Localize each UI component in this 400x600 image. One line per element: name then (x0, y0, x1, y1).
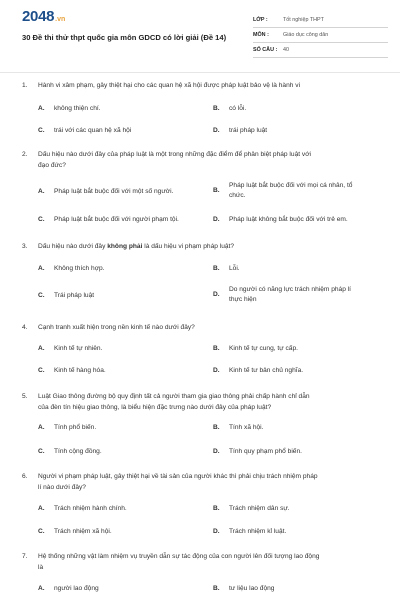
option-letter: A. (38, 345, 45, 352)
question-text (38, 391, 383, 413)
question-line: Luật Giao thông đường bộ quy định tất cả người tham gia giao thông phải chấp hành chỉ dẫn (38, 393, 310, 400)
option-letter: D. (213, 127, 220, 134)
option-text-line: Pháp luật bắt buộc đối với mọi cá nhân, tổ (229, 182, 353, 189)
question-text (38, 80, 383, 91)
option-text: Kinh tế tự nhiên. (54, 345, 103, 352)
option-text-line: chức. (229, 192, 246, 199)
meta-value: 40 (283, 47, 289, 53)
question-line: Cạnh tranh xuất hiện trong nền kinh tế nào dưới đây? (38, 324, 195, 331)
question-text (38, 471, 383, 493)
option-text: Kinh tế tư bản chủ nghĩa. (229, 367, 304, 374)
site-logo[interactable] (22, 8, 65, 24)
question-number: 1. (22, 82, 28, 89)
question-text (38, 322, 383, 333)
option-text: Tính quy phạm phổ biến. (229, 448, 302, 455)
option-letter: D. (213, 448, 220, 455)
question-number: 4. (22, 324, 28, 331)
option-text: Lỗi. (229, 265, 240, 272)
meta-row-count (253, 43, 388, 58)
option-letter: B. (213, 105, 220, 112)
option-text: Không thích hợp. (54, 265, 105, 272)
meta-key: LỚP : (253, 17, 268, 23)
question-line: là (38, 564, 44, 571)
question-text (38, 149, 383, 171)
question-number: 5. (22, 393, 28, 400)
option-letter: A. (38, 105, 45, 112)
document-meta (253, 13, 388, 58)
logo-domain: .vn (55, 16, 66, 23)
option-text: Trách nhiệm dân sự. (229, 505, 290, 512)
option-letter: B. (213, 424, 220, 431)
option-letter: C. (38, 292, 45, 299)
option-text (229, 181, 352, 201)
option-letter: A. (38, 265, 45, 272)
option-letter: B. (213, 345, 220, 352)
option-text: Kinh tế tự cung, tự cấp. (229, 345, 298, 352)
question-number: 3. (22, 243, 28, 250)
option-text: Kinh tế hàng hóa. (54, 367, 106, 374)
option-text: Trách nhiệm hành chính. (54, 505, 127, 512)
meta-row-subject (253, 28, 388, 43)
option-text: không thiện chí. (54, 105, 101, 112)
option-text (229, 285, 351, 305)
option-letter: C. (38, 127, 45, 134)
option-text-line: thực hiện (229, 296, 257, 303)
meta-value: Giáo dục công dân (283, 32, 329, 38)
question-line: của đèn tín hiệu giao thông, là biểu hiện đặc trưng nào dưới đây của pháp luật? (38, 404, 272, 411)
option-letter: B. (213, 265, 220, 272)
option-letter: D. (213, 528, 220, 535)
meta-value: Tốt nghiệp THPT (283, 17, 324, 23)
question-text-part: là dấu hiệu vi phạm pháp luật? (142, 243, 235, 250)
header-divider (0, 72, 400, 73)
option-text: Trách nhiệm kỉ luật. (229, 528, 287, 535)
option-text-line: Do người có năng lực trách nhiệm pháp lí (229, 286, 352, 293)
question-text (38, 241, 383, 252)
option-text: Tính xã hội. (229, 424, 264, 431)
option-text: người lao động (54, 585, 99, 592)
meta-key: SỐ CÂU : (253, 47, 278, 53)
question-line: Dấu hiệu nào dưới đây của pháp luật là một trong những đặc điểm để phân biệt pháp luật với (38, 151, 311, 158)
option-text: Pháp luật không bắt buộc đối với trẻ em. (229, 216, 348, 223)
option-text: Trách nhiệm xã hội. (54, 528, 112, 535)
question-text (38, 551, 383, 573)
option-text: Tính cộng đồng. (54, 448, 102, 455)
question-text-part: Dấu hiệu nào dưới đây (38, 243, 108, 250)
option-text: Trái pháp luật (54, 292, 95, 299)
option-letter: A. (38, 585, 45, 592)
option-letter: A. (38, 424, 45, 431)
document-header (0, 0, 400, 62)
option-letter: D. (213, 291, 220, 298)
option-letter: C. (38, 528, 45, 535)
question-line: lí nào dưới đây? (38, 484, 86, 491)
option-text: trái với các quan hệ xã hội (54, 127, 132, 134)
option-letter: D. (213, 216, 220, 223)
question-emphasis: không phải (107, 243, 143, 250)
meta-key: MÔN : (253, 32, 269, 38)
option-letter: A. (38, 505, 45, 512)
question-line: Người vi phạm pháp luật, gây thiệt hại về tài sản của người khác thì phải chịu trách nhiệm pháp (38, 473, 318, 480)
option-letter: C. (38, 367, 45, 374)
option-letter: C. (38, 216, 45, 223)
meta-row-class (253, 13, 388, 28)
option-letter: A. (38, 188, 45, 195)
option-letter: C. (38, 448, 45, 455)
option-letter: B. (213, 585, 220, 592)
logo-text: 2048 (22, 8, 55, 25)
option-text: trái pháp luật (229, 127, 268, 134)
question-line: đạo đức? (38, 162, 66, 169)
option-text: có lỗi. (229, 105, 247, 112)
question-line: Hệ thống những vật làm nhiệm vụ truyền dẫn sự tác động của con người lên đối tượng lao động (38, 553, 320, 560)
document-title: 30 Đề thi thử thpt quốc gia môn GDCD có lời giải (Đề 14) (22, 33, 227, 42)
question-number: 2. (22, 151, 28, 158)
option-letter: B. (213, 187, 220, 194)
option-letter: B. (213, 505, 220, 512)
question-number: 6. (22, 473, 28, 480)
question-line: Hành vi xâm phạm, gây thiệt hại cho các quan hệ xã hội được pháp luật bảo vệ là hành vi (38, 82, 301, 89)
option-text: Pháp luật bắt buộc đối với một số người. (54, 188, 174, 195)
option-text: Pháp luật bắt buộc đối với người phạm tội. (54, 216, 179, 223)
option-letter: D. (213, 367, 220, 374)
option-text: Tính phổ biến. (54, 424, 97, 431)
option-text: tư liệu lao động (229, 585, 275, 592)
question-number: 7. (22, 553, 28, 560)
